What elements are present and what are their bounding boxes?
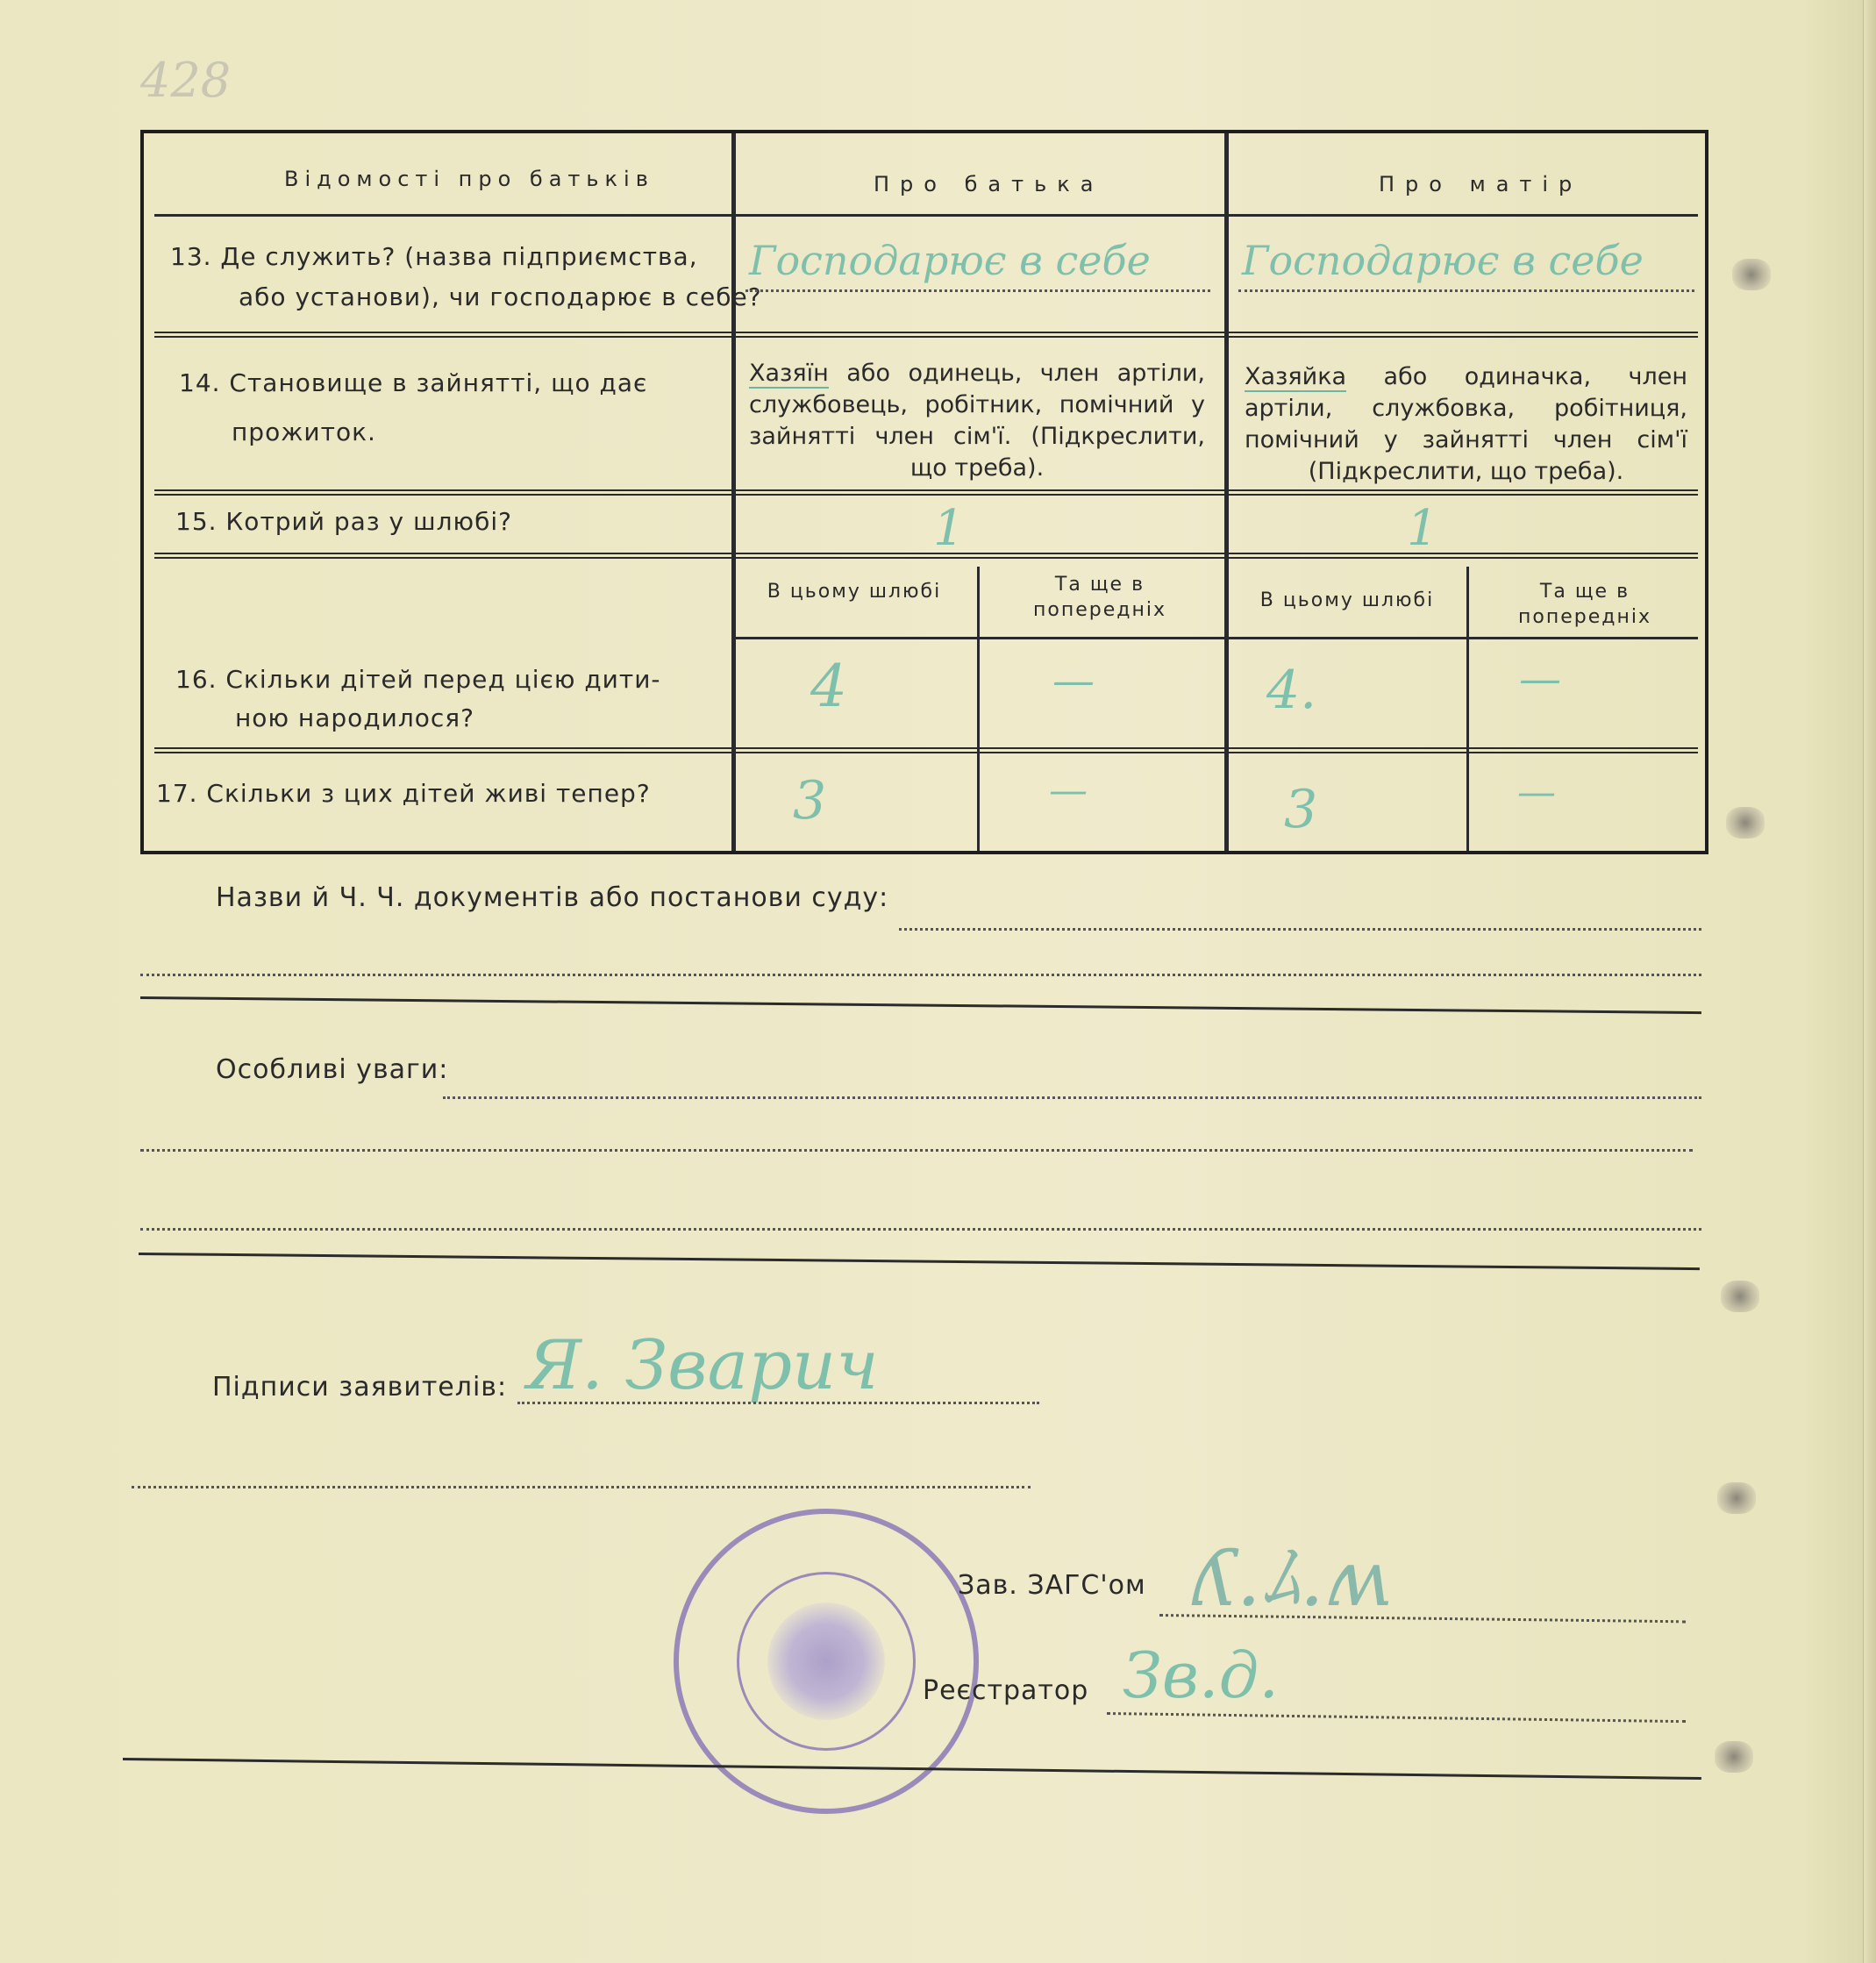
- q17-father-this: 3: [793, 770, 827, 832]
- q16-father-sub-this: В цьому шлюбі: [767, 581, 942, 603]
- binding-hole: [1715, 1741, 1753, 1773]
- q16-father-sub-prev: Та ще в попередніх: [1033, 574, 1166, 621]
- q16-label-line1: 16. Скільки дітей перед цією дити-: [175, 665, 661, 694]
- zags-head-signature: ʎ.ﾑ.ʍ: [1193, 1533, 1390, 1624]
- applicant-signature: Я. Зварич: [526, 1326, 879, 1405]
- subcol-divider: [1466, 567, 1469, 851]
- q16-label-line2: ною народилося?: [235, 703, 474, 732]
- fill-line: [745, 289, 1210, 292]
- header-info: Відомості про батьків: [284, 167, 654, 191]
- notes-fill-line: [140, 1228, 1701, 1231]
- q16-mother-prev: —: [1519, 654, 1561, 703]
- q16-father-prev: —: [1052, 656, 1095, 705]
- notes-fill-line: [443, 1096, 1701, 1099]
- q17-mother-prev: —: [1517, 770, 1556, 815]
- q14-label-line2: прожиток.: [232, 418, 376, 446]
- signatures-label: Підписи заявителів:: [212, 1372, 508, 1403]
- q17-father-prev: —: [1049, 768, 1088, 813]
- q14-father-selected: Хазяїн: [749, 360, 829, 387]
- q17-label: 17. Скільки з цих дітей живі тепер?: [156, 779, 651, 808]
- row-divider: [154, 747, 1698, 753]
- q14-mother-selected: Хазяйка: [1245, 363, 1347, 390]
- fill-line: [1238, 289, 1694, 292]
- q13-label-line2: або установи), чи господарює в себе?: [239, 282, 762, 311]
- header-mother: Про матір: [1379, 172, 1583, 196]
- binding-hole: [1726, 807, 1765, 839]
- q16-mother-sub-this: В цьому шлюбі: [1259, 589, 1435, 611]
- q13-father-value: Господарює в себе: [749, 237, 1151, 284]
- row-divider: [154, 214, 1698, 217]
- signatures-fill-line: [517, 1402, 1039, 1404]
- q15-label: 15. Котрий раз у шлюбі?: [175, 507, 513, 536]
- q14-father-options-text: або одинець, член артіли, службовець, робітник, помічний у зайнятті член сім'ї. (Підкреслити, що треба).: [749, 360, 1205, 482]
- q14-mother-options-text: або одиначка, член артіли, службовка, робітниця, помічний у зайнятті член сім'ї (Підкреслити, що треба).: [1245, 363, 1687, 485]
- q14-label-line1: 14. Становище в зайнятті, що дає: [179, 368, 648, 397]
- documents-label: Назви й Ч. Ч. документів або постанови суду:: [216, 882, 889, 913]
- q15-father-value: 1: [933, 500, 965, 557]
- sub-header-divider: [733, 637, 1698, 639]
- header-father: Про батька: [874, 172, 1104, 196]
- archive-page-number: 428: [140, 53, 232, 108]
- q13-mother-value: Господарює в себе: [1242, 237, 1644, 284]
- parents-info-table: [140, 130, 1708, 854]
- row-divider: [154, 332, 1698, 338]
- q16-mother-this: 4.: [1266, 660, 1317, 721]
- binding-hole: [1721, 1281, 1759, 1312]
- subcol-divider: [977, 567, 980, 851]
- stamp-inner-ring: [737, 1572, 916, 1751]
- documents-fill-line: [140, 974, 1701, 976]
- q15-mother-value: 1: [1407, 500, 1438, 557]
- stamp-emblem: [767, 1603, 885, 1720]
- documents-fill-line: [899, 928, 1701, 931]
- q16-father-this: 4: [810, 653, 847, 720]
- row-divider: [154, 489, 1698, 496]
- page-edge: [1863, 0, 1876, 1963]
- signatures-fill-line: [132, 1486, 1031, 1488]
- zags-head-label: Зав. ЗАГС'ом: [958, 1570, 1146, 1601]
- q13-label-line1: 13. Де служить? (назва підприємства,: [170, 242, 698, 271]
- notes-fill-line: [140, 1149, 1693, 1152]
- binding-hole: [1717, 1482, 1756, 1514]
- registrar-signature: Зв.д.: [1123, 1638, 1280, 1712]
- notes-label: Особливі уваги:: [216, 1054, 449, 1085]
- row-divider: [154, 553, 1698, 559]
- registrar-label: Реєстратор: [923, 1675, 1089, 1706]
- binding-hole: [1732, 259, 1771, 290]
- q14-mother-options: [1245, 361, 1687, 488]
- q14-father-options: [749, 358, 1205, 484]
- q16-mother-sub-prev: Та ще в попередніх: [1518, 581, 1651, 628]
- q17-mother-this: 3: [1284, 779, 1318, 840]
